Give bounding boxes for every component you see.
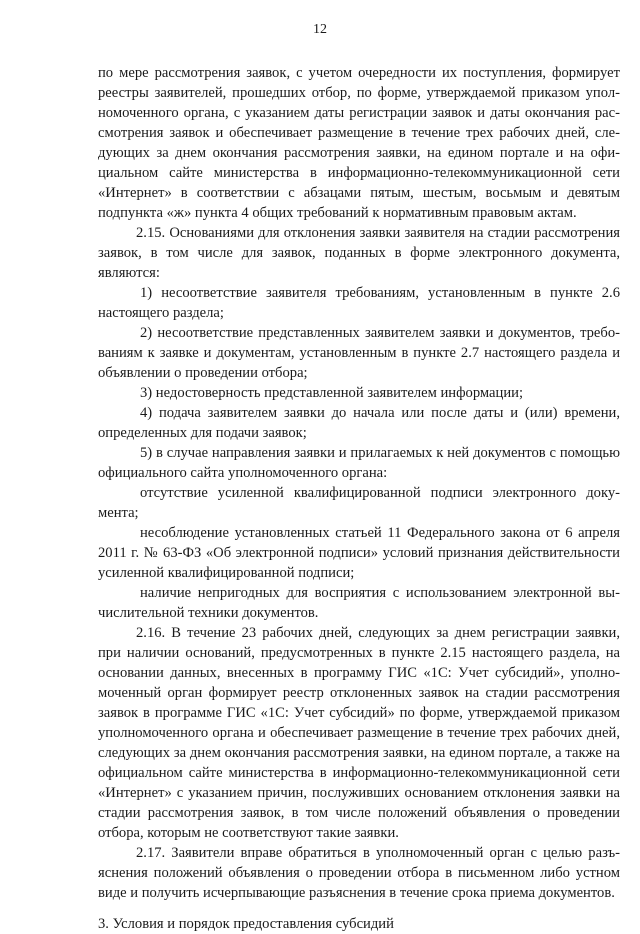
document-body	[98, 63, 620, 934]
section-heading: 3. Условия и порядок предоставления субсидий	[98, 916, 394, 932]
sub-item-signature-invalid: несоблюдение установленных статьей 11 Федерального закона от 6 апреля 2011 г. № 63-ФЗ «Об электронной подписи» условий признания действительности усиленной квалифицированной подписи;	[98, 525, 620, 581]
list-item-4: 4) подача заявителем заявки до начала или после даты и (или) времени, определенных для подачи заявок;	[98, 405, 620, 441]
page-number: 12	[313, 22, 327, 37]
paragraph-2-15: 2.15. Основаниями для отклонения заявки заявителя на стадии рассмотрения заявок, в том числе для заявок, поданных в форме электронного документа, являются:	[98, 225, 620, 281]
list-item-2: 2) несоответствие представленных заявителем заявки и документов, требованиям к заявке и документам, установленным в пункте 2.7 настоящего раздела и объявлении о проведении отбора;	[98, 325, 620, 381]
sub-item-unreadable-docs: наличие непригодных для восприятия с использованием электронной вычислительной техники документов.	[98, 585, 620, 621]
paragraph-continuation: по мере рассмотрения заявок, с учетом очередности их поступления, формирует реестры заявителей, прошедших отбор, по форме, утверждаемой приказом уполномоченного органа, с указанием даты регистрации заявок и даты окончания рассмотрения заявок и обеспечивает размещение в течение трех рабочих дней, следующих за днем окончания рассмотрения заявки, на едином портале и на официальном сайте министерства в информационно-телекоммуникационной сети «Интернет» в соответствии с абзацами пятым, шестым, восьмым и девятым подпункта «ж» пункта 4 общих требований к нормативным правовым актам.	[98, 65, 620, 221]
list-item-3: 3) недостоверность представленной заявителем информации;	[140, 385, 524, 401]
paragraph-2-17: 2.17. Заявители вправе обратиться в уполномоченный орган с целью разъяснения положений объявления о проведении отбора в письменном либо устном виде и получить исчерпывающие разъяснения в течение срока приема документов.	[98, 845, 620, 901]
sub-item-signature-absent: отсутствие усиленной квалифицированной подписи электронного документа;	[98, 485, 620, 521]
list-item-1: 1) несоответствие заявителя требованиям, установленным в пункте 2.6 настоящего раздела;	[98, 285, 620, 321]
paragraph-2-16: 2.16. В течение 23 рабочих дней, следующих за днем регистрации заявки, при наличии оснований, предусмотренных в пункте 2.15 настоящего раздела, на основании данных, внесенных в программу ГИС «1С: Учет субсидий», уполномоченный орган формирует реестр отклоненных заявок на стадии рассмотрения заявок в программе ГИС «1С: Учет субсидий» по форме, утверждаемой приказом уполномоченного органа и обеспечивает размещение в течение трех рабочих дней, следующих за днем окончания рассмотрения заявки, на едином портале, а также на официальном сайте министерства в информационно-телекоммуникационной сети «Интернет» с указанием причин, послуживших основанием отклонения заявки на стадии рассмотрения заявок, в том числе положений объявления о проведении отбора, которым не соответствуют такие заявки.	[98, 625, 620, 841]
list-item-5: 5) в случае направления заявки и прилагаемых к ней документов с помощью официального сайта уполномоченного органа:	[98, 445, 620, 481]
